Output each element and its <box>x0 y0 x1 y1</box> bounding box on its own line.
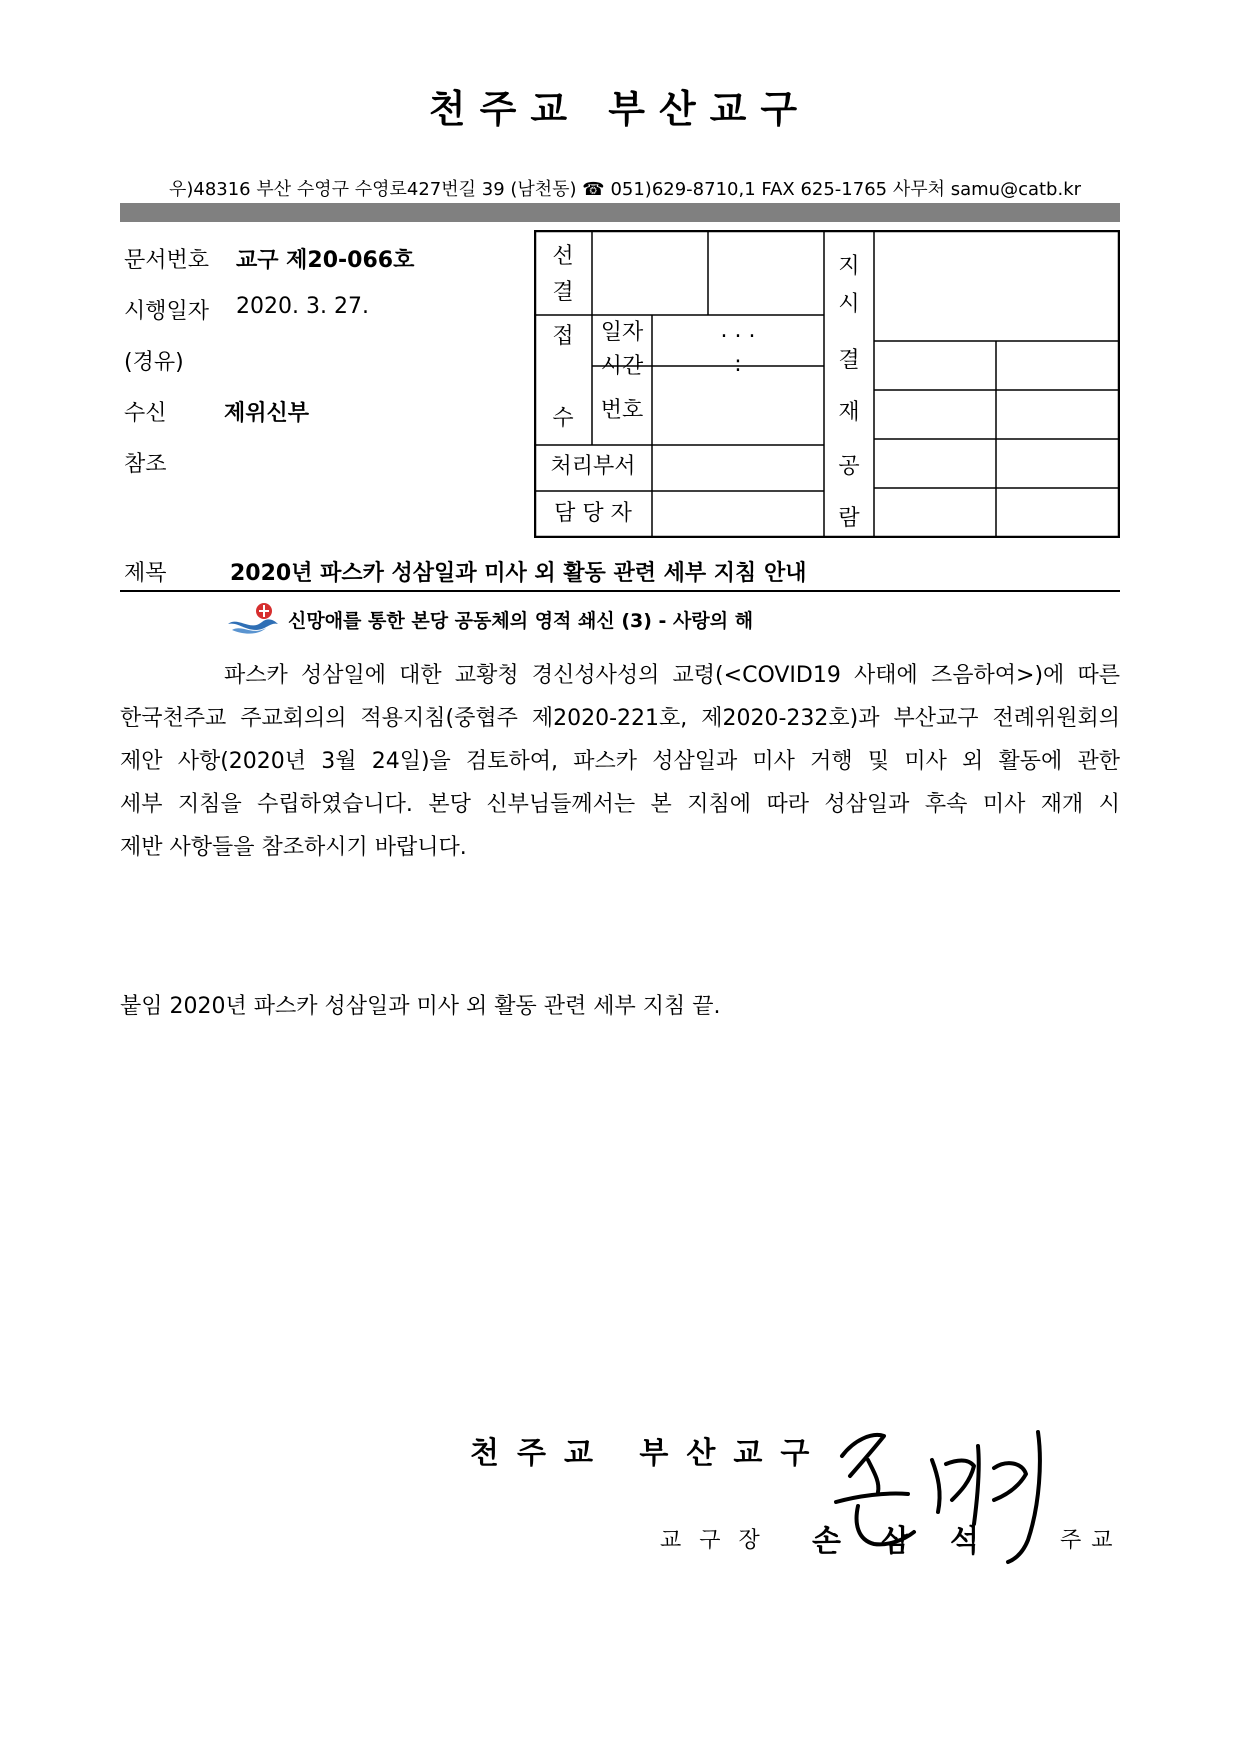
grid-gyeol-2: 재 <box>838 400 860 425</box>
doc-number-value: 교구 제20-066호 <box>236 248 415 273</box>
subject-divider <box>120 590 1120 592</box>
header-divider-bar <box>120 203 1120 222</box>
body-line: 제안 사항(2020년 3월 24일)을 검토하여, 파스카 성삼일과 미사 거행 및 미사 외 활동에 관한 <box>120 749 1120 774</box>
body-line: 한국천주교 주교회의의 적용지침(중협주 제2020-221호, 제2020-232호)과 부산교구 전례위원회의 <box>120 706 1120 731</box>
diocese-logo-icon <box>226 602 280 636</box>
reference-label: 참조 <box>124 452 167 477</box>
grid-number-label: 번호 <box>600 398 644 423</box>
document-title: 천주교 부산교구 <box>428 87 812 131</box>
attachment-line: 붙임 2020년 파스카 성삼일과 미사 외 활동 관련 세부 지침 끝. <box>120 994 721 1019</box>
grid-manager-label: 담 당 자 <box>554 501 632 526</box>
signature-suffix: 주교 <box>1060 1528 1123 1553</box>
signature-organization: 천주교 부산교구 <box>470 1436 828 1471</box>
slogan-row <box>226 602 753 636</box>
grid-jeop-2: 수 <box>552 406 574 431</box>
grid-gyeol-1: 결 <box>838 348 860 373</box>
date-value: 2020. 3. 27. <box>236 294 369 319</box>
signature-name: 손삼석 <box>812 1524 1019 1559</box>
grid-seon-2: 결 <box>552 280 574 305</box>
body-paragraph <box>120 654 1120 869</box>
approval-grid <box>534 230 1120 538</box>
body-line: 세부 지침을 수립하였습니다. 본당 신부님들께서는 본 지침에 따라 성삼일과 후속 미사 재개 시 <box>120 792 1120 817</box>
grid-date-value: . . . <box>720 318 756 343</box>
grid-gyeol-3: 공 <box>838 454 860 479</box>
signature-role: 교구장 <box>660 1528 778 1553</box>
recipient-value: 제위신부 <box>224 401 310 426</box>
body-line: 제반 사항들을 참조하시기 바랍니다. <box>120 835 467 860</box>
grid-jeop-1: 접 <box>552 324 574 349</box>
via-label: (경유) <box>124 350 184 375</box>
handwritten-signature <box>828 1420 1058 1570</box>
subject-label: 제목 <box>124 561 167 586</box>
body-line: 파스카 성삼일에 대한 교황청 경신성사성의 교령(<COVID19 사태에 즈음하여>)에 따른 <box>224 663 1120 688</box>
grid-dept-label: 처리부서 <box>550 454 636 479</box>
slogan-text: 신망애를 통한 본당 공동체의 영적 쇄신 (3) - 사랑의 해 <box>288 609 754 632</box>
doc-number-label: 문서번호 <box>124 248 210 273</box>
grid-time-label: 시간 <box>600 354 644 379</box>
subject-value: 2020년 파스카 성삼일과 미사 외 활동 관련 세부 지침 안내 <box>230 561 807 586</box>
address-line: 우)48316 부산 수영구 수영로427번길 39 (남천동) ☎ 051)629-8710,1 FAX 625-1765 사무처 samu@catb.kr <box>168 179 1082 200</box>
grid-time-value: : <box>734 352 742 377</box>
recipient-label: 수신 <box>124 401 167 426</box>
grid-ji-2: 시 <box>838 292 860 317</box>
grid-seon-1: 선 <box>552 244 574 269</box>
date-label: 시행일자 <box>124 299 210 324</box>
grid-date-label: 일자 <box>600 320 644 345</box>
grid-gyeol-4: 람 <box>838 506 860 531</box>
grid-ji-1: 지 <box>838 254 860 279</box>
